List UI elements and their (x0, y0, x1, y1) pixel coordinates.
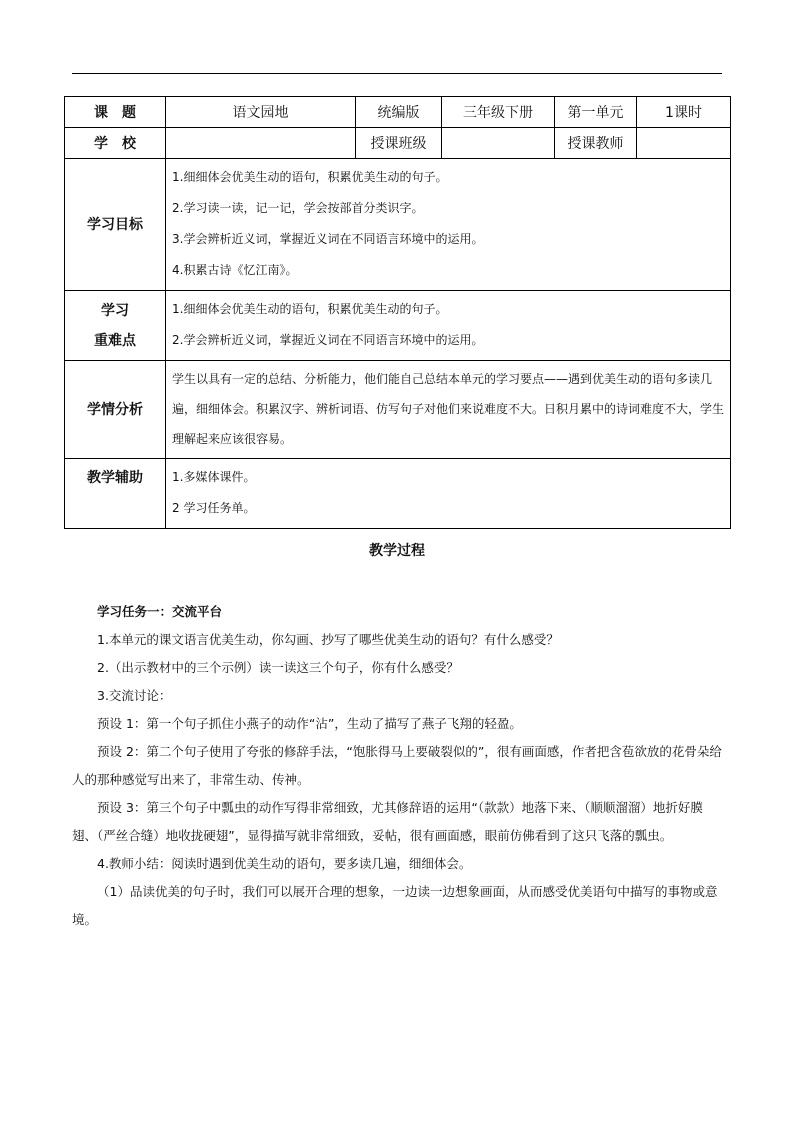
course-grade: 三年级下册 (442, 97, 555, 128)
difficulty-label (65, 291, 166, 361)
goals-label: 学习目标 (65, 159, 166, 291)
question-2: 2.（出示教材中的三个示例）读一读这三个句子，你有什么感受？ (97, 660, 459, 675)
teacher-label: 授课教师 (555, 128, 637, 159)
table-row-goals (65, 159, 731, 291)
difficulty-label-line2: 重难点 (94, 332, 136, 349)
table-row-school (65, 128, 731, 159)
aids-label: 教学辅助 (65, 459, 166, 529)
aid-item: 2 学习任务单。 (172, 501, 256, 515)
goals-content (166, 159, 731, 291)
goal-item: 2.学习读一读，记一记，学会按部首分类识字。 (172, 201, 424, 215)
preset-3: 预设 3：第三个句子中瓢虫的动作写得非常细致，尤其修辞语的运用“（款款）地落下来、（顺顺溜溜）地折好膜翅、（严丝合缝）地收拢硬翅”，显得描写就非常细致，妥帖，很有画面感，眼前仿佛看到了这只飞落的瓢虫。 (72, 800, 703, 843)
class-value (442, 128, 555, 159)
school-label: 学 校 (65, 128, 166, 159)
preset-2: 预设 2：第二个句子使用了夸张的修辞手法，“饱胀得马上要破裂似的”，很有画面感，作者把含苞欲放的花骨朵给人的那种感觉写出来了，非常生动、传神。 (72, 744, 722, 787)
goal-item: 4.积累古诗《忆江南》。 (172, 263, 298, 277)
table-row-analysis (65, 361, 731, 459)
lesson-info-table (64, 96, 731, 529)
preset-1: 预设 1：第一个句子抓住小燕子的动作“沾”，生动了描写了燕子飞翔的轻盈。 (97, 716, 522, 731)
teacher-summary: 4.教师小结：阅读时遇到优美生动的语句，要多读几遍，细细体会。 (97, 856, 472, 871)
analysis-label: 学情分析 (65, 361, 166, 459)
header-rule (72, 73, 722, 74)
difficulty-label-line1: 学习 (101, 302, 129, 319)
class-label: 授课班级 (356, 128, 442, 159)
question-3: 3.交流讨论： (97, 688, 172, 703)
analysis-content (166, 361, 731, 459)
course-edition: 统编版 (356, 97, 442, 128)
task-heading: 学习任务一：交流平台 (97, 604, 223, 619)
summary-point-1: （1）品读优美的句子时，我们可以展开合理的想象，一边读一边想象画面，从而感受优美语句中描写的事物或意境。 (72, 884, 718, 927)
teacher-value (637, 128, 731, 159)
course-label: 课 题 (65, 97, 166, 128)
section-title: 教学过程 (369, 543, 425, 559)
difficulty-content (166, 291, 731, 361)
question-1: 1.本单元的课文语言优美生动，你勾画、抄写了哪些优美生动的语句？有什么感受？ (97, 632, 559, 647)
table-row-course (65, 97, 731, 128)
goal-item: 3.学会辨析近义词，掌握近义词在不同语言环境中的运用。 (172, 232, 484, 246)
aids-content (166, 459, 731, 529)
course-hours: 1课时 (637, 97, 731, 128)
analysis-text: 学生以具有一定的总结、分析能力，他们能自己总结本单元的学习要点——遇到优美生动的语句多读几遍，细细体会。积累汉字、辨析词语、仿写句子对他们来说难度不大。日积月累中的诗词难度不大，学生理解起来应该很容易。 (172, 372, 725, 446)
table-row-difficulty (65, 291, 731, 361)
course-unit: 第一单元 (555, 97, 637, 128)
goal-item: 1.细细体会优美生动的语句，积累优美生动的句子。 (172, 170, 448, 184)
course-title: 语文园地 (166, 97, 356, 128)
difficulty-item: 2.学会辨析近义词，掌握近义词在不同语言环境中的运用。 (172, 333, 484, 347)
teaching-process (72, 598, 726, 934)
table-row-aids (65, 459, 731, 529)
difficulty-item: 1.细细体会优美生动的语句，积累优美生动的句子。 (172, 302, 448, 316)
school-value (166, 128, 356, 159)
aid-item: 1.多媒体课件。 (172, 470, 256, 484)
